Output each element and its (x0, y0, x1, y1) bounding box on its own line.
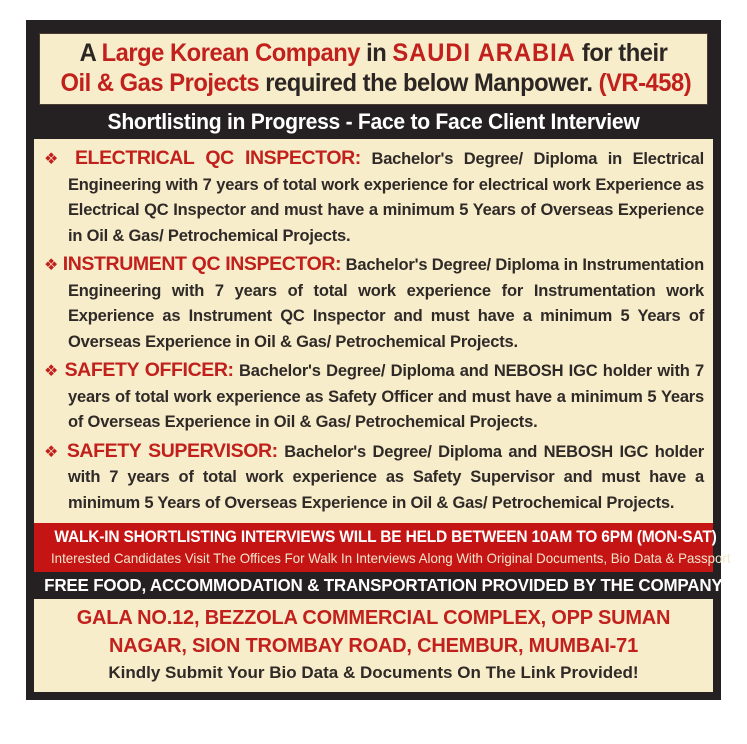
diamond-bullet-icon: ❖ (44, 361, 60, 380)
job-title: ELECTRICAL QC INSPECTOR: (74, 147, 361, 169)
job-advert-poster (26, 20, 731, 700)
header-line-2 (60, 68, 692, 98)
header-title-box (39, 33, 708, 105)
job-listing-electrical-qc-inspector (40, 146, 704, 249)
title-segment-company: Large Korean Company (101, 39, 360, 67)
diamond-bullet-icon: ❖ (44, 255, 59, 274)
walkin-banner-headline: WALK-IN SHORTLISTING INTERVIEWS WILL BE HELD BETWEEN 10AM TO 6PM (MON-SAT) (54, 528, 717, 546)
job-listing-safety-officer (40, 358, 704, 436)
shortlisting-banner: Shortlisting in Progress - Face to Face Client Interview (107, 109, 640, 134)
job-description: Bachelor's Degree/ Diploma in Electrical Engineering with 7 years of total work experience for electrical work Experience as Electrical QC Inspector and must have a minimum 5 Years of Overseas Experience in Oil & Gas/ Petrochemical Projects. (68, 150, 704, 245)
office-address: GALA NO.12, BEZZOLA COMMERCIAL COMPLEX, OPP SUMAN NAGAR, SION TROMBAY ROAD, CHEMBUR, MUMBAI-71 (76, 607, 671, 657)
title-segment: for their (581, 39, 668, 67)
diamond-bullet-icon: ❖ (44, 441, 61, 461)
job-list (34, 139, 713, 523)
poster-footer (34, 599, 713, 692)
job-listing-instrument-qc-inspector (40, 252, 704, 355)
title-segment: required the below Manpower. (265, 69, 593, 97)
job-title: SAFETY OFFICER: (64, 359, 234, 381)
job-listing-safety-supervisor (40, 439, 704, 517)
walkin-interviews-banner (34, 523, 731, 572)
job-description: Bachelor's Degree/ Diploma in Instrumentation Engineering with 7 years of total work experience for Instrumentation work Experience as Instrument QC Inspector and must have a minimum 5 Years of Overseas Experience in Oil & Gas/ Petrochemical Projects. (68, 256, 704, 351)
poster-header (34, 28, 713, 139)
job-description: Bachelor's Degree/ Diploma and NEBOSH IGC holder with 7 years of total work experience as Safety Supervisor and must have a minimum 5 Years of Overseas Experience in Oil & Gas/ Petrochemical Projects. (68, 442, 704, 512)
header-line-1 (60, 38, 686, 68)
walkin-banner-subtext: Interested Candidates Visit The Offices For Walk In Interviews Along With Original Documents, Bio Data & Passport (50, 550, 731, 566)
title-segment: A (79, 39, 96, 67)
title-segment: in (366, 39, 387, 67)
job-title: INSTRUMENT QC INSPECTOR: (62, 253, 342, 275)
submit-biodata-note: Kindly Submit Your Bio Data & Documents On The Link Provided! (108, 663, 639, 682)
job-description: Bachelor's Degree/ Diploma and NEBOSH IGC holder with 7 years of total work experience as Safety Officer and must have a minimum 5 Years of Overseas Experience in Oil & Gas/ Petrochemical Projects. (68, 362, 704, 431)
diamond-bullet-icon: ❖ (44, 149, 65, 168)
benefits-banner (34, 572, 723, 599)
title-segment-vr-code: (VR-458) (598, 69, 692, 97)
title-segment-projects: Oil & Gas Projects (60, 69, 260, 97)
job-title: SAFETY SUPERVISOR: (66, 439, 278, 462)
title-segment-country: SAUDI ARABIA (392, 39, 576, 67)
benefits-banner-text: FREE FOOD, ACCOMMODATION & TRANSPORTATION PROVIDED BY THE COMPANY (44, 575, 723, 595)
